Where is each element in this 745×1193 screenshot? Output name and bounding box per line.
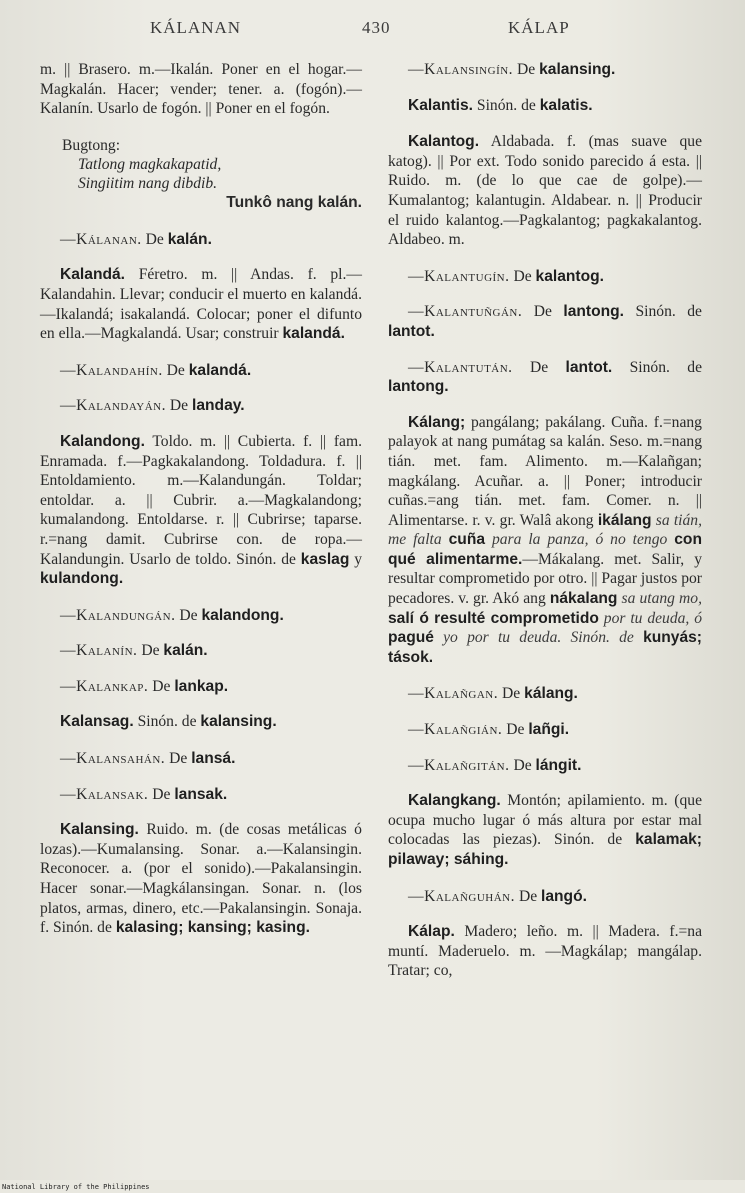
- entry-kalansingin: —Kalansingín. De kalansing.: [408, 61, 616, 78]
- entry-kalangitan: —Kalañgitán. De lángit.: [408, 756, 582, 774]
- entry-kalansak: —Kalansak. De lansak.: [60, 785, 228, 803]
- entry-kalangkang: Kalangkang. Montón; apilamiento. m. (que ocupa mucho lugar ó más altura por estar mal colocadas las piezas). Sinón. de kalamak; pilaway; sáhing.: [388, 792, 702, 868]
- entry-kalantutan: —Kalantután. De lantot. Sinón. de lantong.: [388, 358, 702, 396]
- entry-kalang: Kálang; pangálang; pakálang. Cuña. f.=nang palayok at nang pumátag sa kalán. Seso. m.=nang tián. met. fam. Alimento. m.—Kalañgan; magkálang. Acuñar. a. || Poner; introducir cuñas.=ang tián. met. fam. Comer. n. || Alimentarse. r. v. gr. Walâ akong ikálang sa tián, me falta cuña para la panza, ó no tengo con qué alimentarme.—Mákalang. met. Salir, y resultar comprometido por otro. || Pagar justos por pecadores. v. gr. Akó ang nákalang sa utang mo, salí ó resulté comprometido por tu deuda, ó pagué yo por tu deuda. Sinón. de kunyás; tások.: [388, 413, 703, 666]
- bugtong-line-2: Singiitim nang dibdib.: [78, 174, 218, 192]
- entry-kalantis: Kalantis. Sinón. de kalatis.: [408, 96, 593, 114]
- bugtong-title: Bugtong:: [62, 136, 121, 154]
- library-watermark: National Library of the Philippines: [2, 1183, 150, 1191]
- right-column: [388, 60, 702, 998]
- entry-kalantog: Kalantog. Aldabada. f. (mas suave que katog). || Por ext. Todo sonido parecido á esta. || Ruido. m. (de lo que cae de golpe).—Kumalantog; kalantugin. Aldabear. n. || Producir el ruido kalantog.—Pagkalantog; pagkakalantog. Aldabeo. m.: [388, 133, 702, 249]
- entry-kalandayan: —Kalandayán. De landay.: [60, 397, 245, 415]
- entry-kalandong: Kalandong. Toldo. m. || Cubierta. f. || fam. Enramada. f.—Pagkakalandong. Toldadura. f. || Entoldamiento. m.—Kalandungán. Toldar; entoldar. a. || Cubrir. a.—Magkalandong; kumalandong. Entoldarse. r. || Cubrirse; taparse. r.=nang damit. Cubrirse con. de ropa.—Kalandungin. Usarlo de toldo. Sinón. de kaslag y kulandong.: [40, 432, 363, 588]
- left-column: [40, 60, 362, 955]
- bugtong-riddle: [62, 136, 362, 212]
- page-number: 430: [362, 18, 391, 37]
- entry-kalankap: —Kalankap. De lankap.: [60, 677, 229, 695]
- entry-kalanan: —Kálanan. De kalán.: [60, 230, 212, 248]
- entry-kalangian: —Kalañgián. De lañgi.: [408, 721, 570, 739]
- entry-kalandungan: —Kalandungán. De kalandong.: [60, 606, 284, 624]
- entry-kalantungan: —Kalantuñgán. De lantong. Sinón. de lantot.: [388, 303, 702, 340]
- entry-kalanguhan: —Kalañguhán. De langó.: [408, 887, 587, 905]
- header-left-guide: KÁLANAN: [150, 18, 242, 37]
- entry-kalansing: Kalansing. Ruido. m. (de cosas metálicas ó lozas).—Kumalansing. Sonar. a.—Kalansingin. Reconocer. a. (por el sonido).—Pakalansingin. Hacer sonar.—Magkálansingan. Sonar. n. (los platos, armas, dinero, etc.—Pakalansingin. Sonaja. f. Sinón. de kalasing; kansing; kasing.: [40, 821, 362, 937]
- entry-kalan-continued: m. || Brasero. m.—Ikalán. Poner en el hogar.—Magkalán. Hacer; vender; tener. a. (fogón).—Kalanín. Usarlo de fogón. || Poner en el fogón.: [40, 61, 362, 118]
- running-header: [0, 18, 745, 44]
- entry-kalansahan: —Kalansahán. De lansá.: [60, 750, 236, 768]
- entry-kalap: Kálap. Madero; leño. m. || Madera. f.=na muntí. Maderuelo. m. —Magkálap; mangálap. Tratar; co,: [388, 923, 702, 980]
- entry-kalangan: —Kalañgan. De kálang.: [408, 685, 578, 703]
- bugtong-line-1: Tatlong magkakapatid,: [78, 155, 222, 173]
- entry-kalandahin: —Kalandahín. De kalandá.: [60, 361, 252, 379]
- entry-kalanda: Kalandá. Féretro. m. || Andas. f. pl.—Kalandahin. Llevar; conducir el muerto en kalandá.—Ikalandá; isakalandá. Colocar; poner el difunto en ella.—Magkalandá. Usar; construir kalandá.: [40, 266, 362, 343]
- header-right-guide: KÁLAP: [508, 18, 570, 37]
- entry-kalanin: —Kalanín. De kalán.: [60, 642, 208, 660]
- entry-kalantugin: —Kalantugín. De kalantog.: [408, 267, 604, 285]
- entry-kalansag: Kalansag. Sinón. de kalansing.: [60, 713, 277, 731]
- bugtong-answer: Tunkô nang kalán.: [226, 193, 362, 211]
